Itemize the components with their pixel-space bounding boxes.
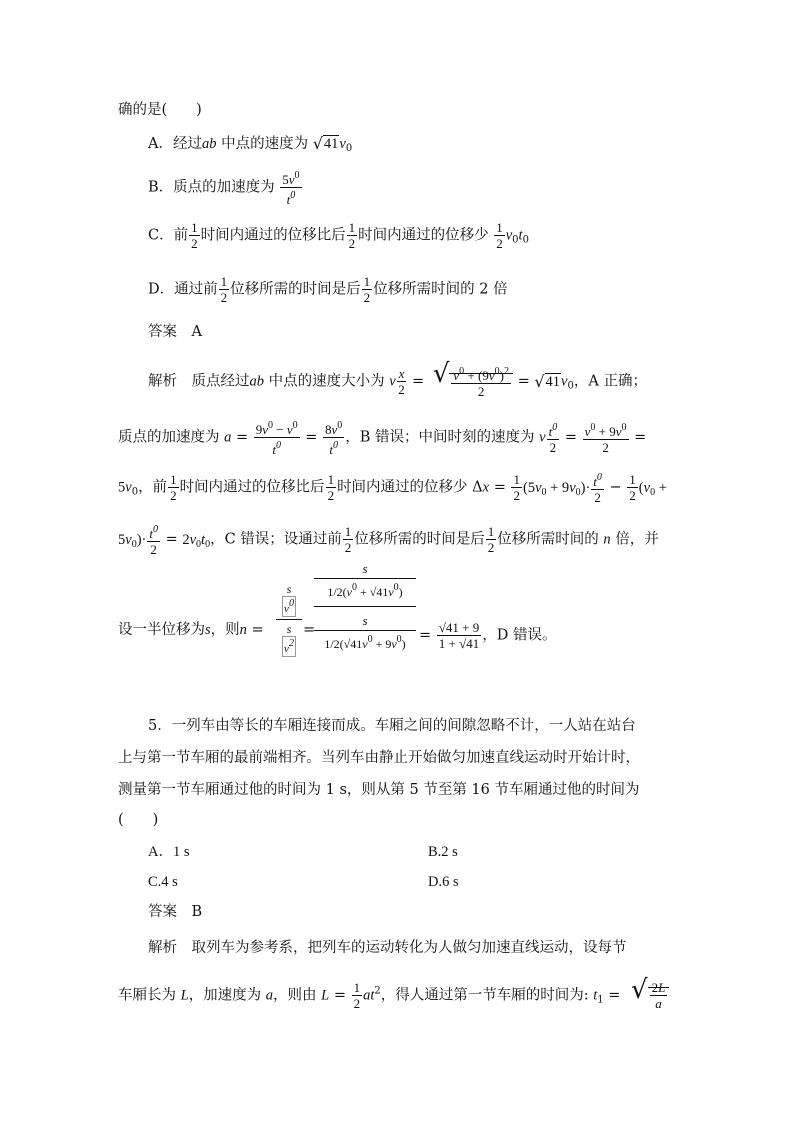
option-d: D．通过前 $\frac{1}{2}$ 位移所需的时间是后 $\frac{1}{2}$ 位移所需时间的 2 倍 xyxy=(148,274,508,305)
option-b: B．质点的加速度为 $\frac{5v^0}{t^0}$ xyxy=(148,170,300,207)
q5-line-4: ( ) xyxy=(118,812,159,828)
ratio-left-fraction: s $v^0$ s $v^2$ xyxy=(276,582,302,657)
analysis-line-3: $5v_0$，前 $\frac{1}{2}$ 时间内通过的位移比后 $\frac{1}{2}$ 时间内通过的位移少 Δx = $\frac{1}{2}$ $(5v_0 + 9v_0)\cdot$ $\frac{t^0}{2}$ − $\frac{1}{2}$ ($v_0$ + xyxy=(118,472,667,505)
analysis-line-1: 解析 质点经过ab 中点的速度大小为 v $\frac{x}{2}$ = √ $\frac{v^0 + (9v^0)^2}{2}$ = $√41v_0$，A 正确； xyxy=(148,359,647,399)
equals-sign: = xyxy=(303,622,316,638)
answer-line: 答案 A xyxy=(148,324,202,340)
q5-line-2: 上与第一节车厢的最前端相齐。当列车由静止开始做匀加速直线运动时开始计时， xyxy=(118,750,640,766)
option-c: C．前 $\frac{1}{2}$ 时间内通过的位移比后 $\frac{1}{2}$ 时间内通过的位移少 $\frac{1}{2}$ $v_0t_0$ xyxy=(148,220,529,251)
q5-option-b: B.2 s xyxy=(428,844,458,860)
q5-analysis-line-1: 解析 取列车为参考系，把列车的运动转化为人做匀加速直线运动，设每节 xyxy=(148,940,627,956)
analysis-line-5-text: 设一半位移为s，则n = xyxy=(118,622,264,638)
q5-line-1: 5．一列车由等长的车厢连接而成。车厢之间的间隙忽略不计，一人站在站台 xyxy=(148,718,636,734)
ratio-middle-fraction: s $1/2(v^0 + √41v^0)$ s $1/2(√41v^0 + 9v^0)$ xyxy=(314,560,416,653)
option-a: A．经过ab 中点的速度为 $√41v_0$ xyxy=(148,134,353,154)
question-stem-tail: 确的是( ) xyxy=(118,102,202,118)
q5-option-c: C.4 s xyxy=(148,874,178,890)
analysis-line-5-result: = $\frac{√41 + 9}{1 + √41}$ ，D 错误。 xyxy=(419,620,557,651)
q5-analysis-line-2: 车厢长为 L，加速度为 a，则由 L = $\frac{1}{2}$ $at^2$，得人通过第一节车厢的时间为: $t_1$ = √ $\frac{2L}{a}$ xyxy=(118,980,669,1011)
q5-answer-line: 答案 B xyxy=(148,904,203,920)
q5-line-3: 测量第一节车厢通过他的时间为 1 s，则从第 5 节至第 16 节车厢通过他的时间为 xyxy=(118,782,640,798)
q5-option-a: A．1 s xyxy=(148,844,190,860)
analysis-line-2: 质点的加速度为 a = $\frac{9v^0 - v^0}{t^0}$ = $\frac{8v^0}{t^0}$ ，B 错误；中间时刻的速度为 v $\frac{t^0}{2}$ = $\frac{v^0 + 9v^0}{2}$ = xyxy=(118,420,647,457)
q5-option-d: D.6 s xyxy=(428,874,459,890)
analysis-line-4: $5v_0)\cdot$ $\frac{t^0}{2}$ = $2v_0t_0$，C 错误；设通过前 $\frac{1}{2}$ 位移所需的时间是后 $\frac{1}{2}$ 位移所需时间的 n 倍，并 xyxy=(118,524,659,557)
